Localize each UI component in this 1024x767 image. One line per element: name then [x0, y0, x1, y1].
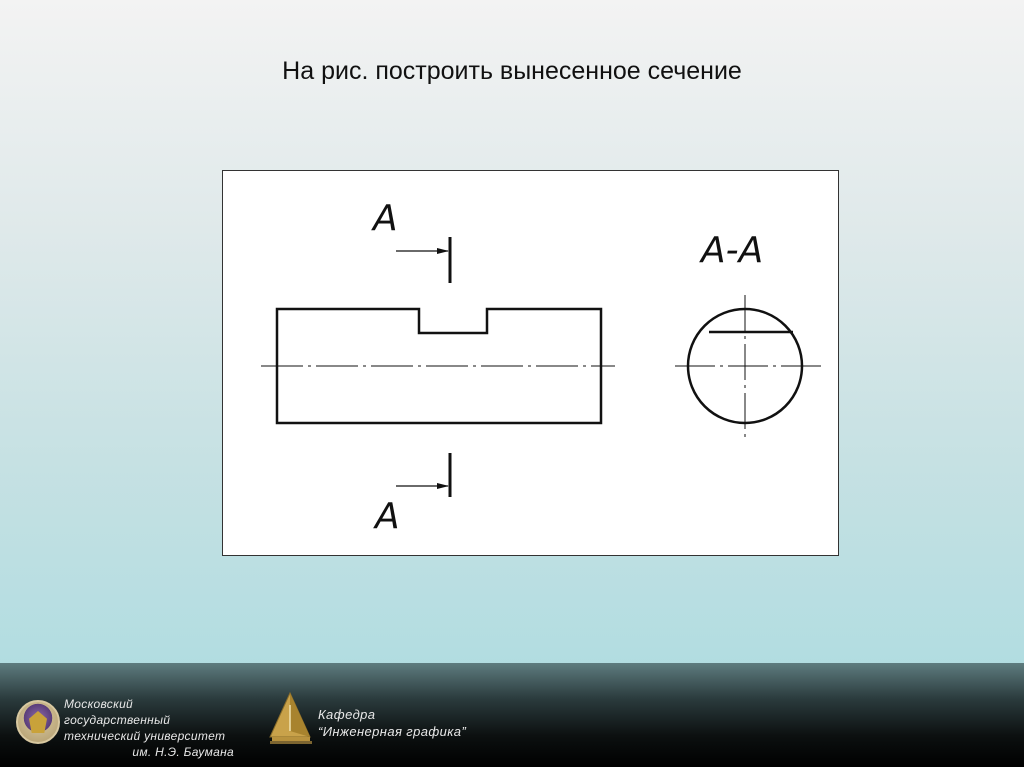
section-label: А-А — [701, 230, 764, 271]
footer-bar — [0, 663, 1024, 767]
drawing-canvas — [223, 171, 840, 557]
university-line-3: им. Н.Э. Баумана — [132, 745, 234, 759]
university-emblem-icon — [16, 700, 60, 744]
department-name — [318, 706, 466, 740]
cut-label-bottom: А — [375, 496, 400, 537]
engineering-drawing — [222, 170, 839, 556]
slide-title: На рис. построить вынесенное сечение — [282, 57, 742, 85]
cut-label-top: А — [373, 198, 398, 239]
department-line-2: “Инженерная графика” — [318, 724, 467, 739]
university-line-1: Московский государственный — [64, 697, 171, 727]
university-name — [64, 696, 234, 760]
department-logo-icon — [266, 691, 314, 747]
department-line-1: Кафедра — [318, 707, 376, 722]
university-line-2: технический университет — [64, 729, 226, 743]
